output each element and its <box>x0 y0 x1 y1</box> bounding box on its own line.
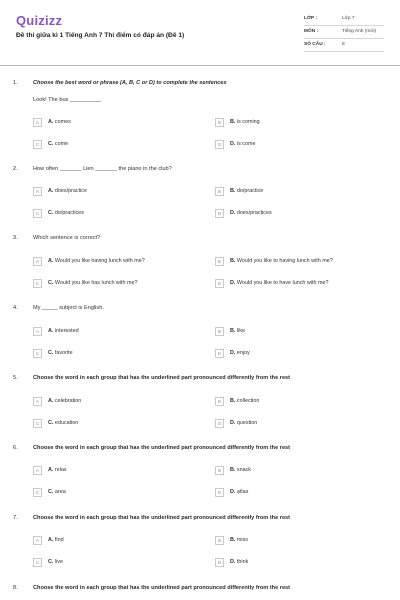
option-letter-badge: B <box>215 397 224 406</box>
option-text: A. does/practice <box>48 188 87 194</box>
option-text: D. enjoy <box>230 350 250 356</box>
option-text: B. like <box>230 328 245 334</box>
option-letter-badge: C <box>33 349 42 358</box>
option-letter-badge: B <box>215 536 224 545</box>
option-text: A. find <box>48 537 64 543</box>
option-text: C. Would you like has lunch with me? <box>48 280 138 286</box>
option-letter-badge: B <box>215 257 224 266</box>
option-text: A. relax <box>48 467 67 473</box>
option-letter-badge: C <box>33 140 42 149</box>
question-number: 7. <box>13 515 18 521</box>
meta-row-subject <box>304 26 384 39</box>
option-text: B. Would you like to having lunch with me? <box>230 258 333 264</box>
option-letter-badge: D <box>215 349 224 358</box>
question-prompt: How often _______ Lien _______ the piano in the club? <box>33 166 172 172</box>
option-text: A. Would you like having lunch with me? <box>48 258 145 264</box>
option-letter-badge: C <box>33 558 42 567</box>
meta-label: SỐ CÂU : <box>304 42 326 47</box>
option-letter-badge: C <box>33 209 42 218</box>
option-text: C. come <box>48 141 69 147</box>
option-letter-badge: A <box>33 327 42 336</box>
question-number: 6. <box>13 445 18 451</box>
option-letter-badge: C <box>33 279 42 288</box>
option-letter-badge: B <box>215 327 224 336</box>
question-number: 2. <box>13 166 18 172</box>
option-text: A. celebration <box>48 398 82 404</box>
option-text: B. snack <box>230 467 251 473</box>
header-divider <box>0 65 400 66</box>
question-sentence: Look! The bus __________ <box>33 97 102 103</box>
option-letter-badge: A <box>33 187 42 196</box>
option-letter-badge: D <box>215 558 224 567</box>
option-text: D. does/practices <box>230 210 272 216</box>
question-prompt: Choose the word in each group that has the underlined part pronounced differently from the rest <box>33 445 291 451</box>
option-letter-badge: D <box>215 279 224 288</box>
option-text: D. atlas <box>230 489 249 495</box>
meta-label: LỚP : <box>304 16 318 21</box>
option-text: B. do/practice <box>230 188 264 194</box>
quizizz-logo: Quizizz <box>16 13 63 28</box>
option-text: C. area <box>48 489 66 495</box>
option-letter-badge: A <box>33 466 42 475</box>
meta-value: Lớp 7 <box>342 16 355 21</box>
option-letter-badge: A <box>33 397 42 406</box>
option-letter-badge: B <box>215 466 224 475</box>
meta-row-class <box>304 13 384 26</box>
option-letter-badge: D <box>215 419 224 428</box>
meta-label: MÔN : <box>304 29 319 34</box>
option-text: A. comes <box>48 119 71 125</box>
option-letter-badge: D <box>215 140 224 149</box>
option-letter-badge: B <box>215 187 224 196</box>
option-text: B. is coming <box>230 119 260 125</box>
option-text: B. miss <box>230 537 248 543</box>
option-text: C. education <box>48 420 79 426</box>
option-text: D. think <box>230 559 249 565</box>
meta-value: 8 <box>342 42 345 47</box>
question-prompt: Choose the word in each group that has the underlined part pronounced differently from the rest <box>33 375 291 381</box>
option-text: C. do/practices <box>48 210 84 216</box>
question-number: 8. <box>13 585 18 591</box>
question-prompt: Choose the best word or phrase (A, B, C or D) to complete the sentences <box>33 80 227 86</box>
option-text: B. collection <box>230 398 260 404</box>
option-text: A. interested <box>48 328 79 334</box>
option-letter-badge: D <box>215 488 224 497</box>
question-prompt: Choose the word in each group that has the underlined part pronounced differently from the rest <box>33 585 291 591</box>
option-text: D. Would you like to have lunch with me? <box>230 280 329 286</box>
question-number: 5. <box>13 375 18 381</box>
question-prompt: Which sentence is correct? <box>33 235 101 241</box>
option-text: C. live <box>48 559 63 565</box>
question-prompt: My _____ subject is English. <box>33 305 104 311</box>
question-number: 4. <box>13 305 18 311</box>
worksheet-meta <box>304 13 384 52</box>
option-letter-badge: A <box>33 257 42 266</box>
page-title: Đề thi giữa kì 1 Tiếng Anh 7 Thí điểm có đáp án (Đề 1) <box>16 32 185 39</box>
option-letter-badge: D <box>215 209 224 218</box>
question-number: 1. <box>13 80 18 86</box>
question-prompt: Choose the word in each group that has the underlined part pronounced differently from the rest <box>33 515 291 521</box>
option-letter-badge: C <box>33 419 42 428</box>
option-letter-badge: C <box>33 488 42 497</box>
option-text: C. favorite <box>48 350 73 356</box>
option-letter-badge: A <box>33 118 42 127</box>
question-number: 3. <box>13 235 18 241</box>
option-text: D. is come <box>230 141 256 147</box>
meta-row-question-count <box>304 39 384 52</box>
option-letter-badge: B <box>215 118 224 127</box>
meta-value: Tiếng Anh (mới) <box>342 29 377 34</box>
option-text: D. question <box>230 420 258 426</box>
option-letter-badge: A <box>33 536 42 545</box>
